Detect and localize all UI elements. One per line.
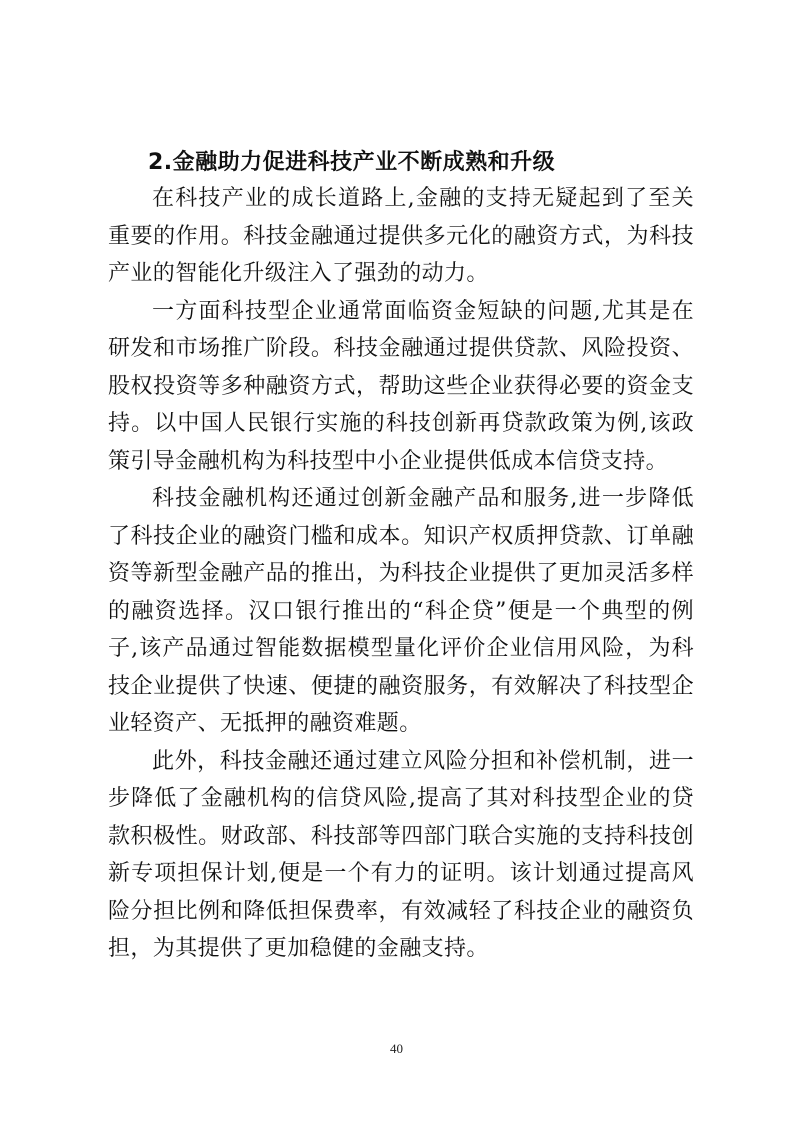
paragraph-1: 在科技产业的成长道路上,金融的支持无疑起到了至关重要的作用。科技金融通过提供多元化的融资方式，为科技产业的智能化升级注入了强劲的动力。 [108, 186, 694, 286]
document-page [108, 146, 694, 968]
page-number: 40 [390, 1041, 403, 1056]
paragraph-4: 此外，科技金融还通过建立风险分担和补偿机制，进一步降低了金融机构的信贷风险,提高了其对科技型企业的贷款积极性。财政部、科技部等四部门联合实施的支持科技创新专项担保计划,便是一个有力的证明。该计划通过提高风险分担比例和降低担保费率，有效减轻了科技企业的融资负担，为其提供了更加稳健的金融支持。 [108, 748, 694, 961]
paragraph-3: 科技金融机构还通过创新金融产品和服务,进一步降低了科技企业的融资门槛和成本。知识产权质押贷款、订单融资等新型金融产品的推出，为科技企业提供了更加灵活多样的融资选择。汉口银行推出的“科企贷”便是一个典型的例子,该产品通过智能数据模型量化评价企业信用风险，为科技企业提供了快速、便捷的融资服务，有效解决了科技型企业轻资产、无抵押的融资难题。 [108, 486, 694, 736]
section-heading: 2.金融助力促进科技产业不断成熟和升级 [148, 150, 556, 175]
paragraph-2: 一方面科技型企业通常面临资金短缺的问题,尤其是在研发和市场推广阶段。科技金融通过提供贷款、风险投资、股权投资等多种融资方式，帮助这些企业获得必要的资金支持。以中国人民银行实施的科技创新再贷款政策为例,该政策引导金融机构为科技型中小企业提供低成本信贷支持。 [108, 298, 694, 474]
